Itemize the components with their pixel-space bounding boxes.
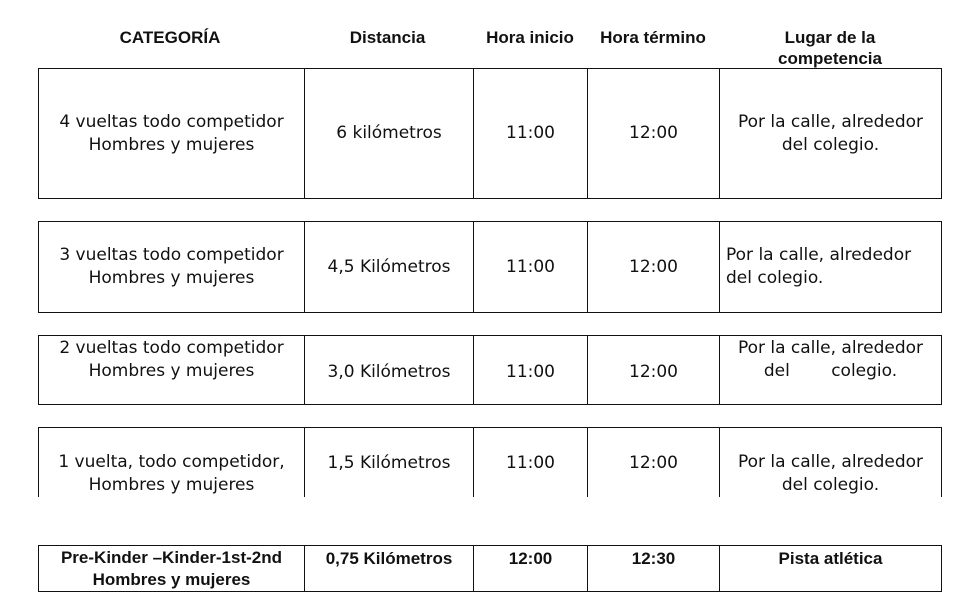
categoria-line1: 4 vueltas todo competidor (59, 111, 284, 132)
distancia-value: 1,5 Kilómetros (327, 453, 451, 473)
cell-lugar (719, 222, 941, 312)
cell-hora-inicio (473, 428, 587, 497)
categoria-line1: 1 vuelta, todo competidor, (58, 452, 285, 472)
lugar-line1: Por la calle, alrededor (737, 452, 924, 472)
lugar-line1: Por la calle, alrededor (737, 111, 924, 132)
distancia-value: 3,0 Kilómetros (327, 362, 451, 382)
hora-termino-value: 12:00 (629, 256, 678, 277)
hora-termino-value: 12:30 (631, 549, 676, 568)
categoria-line1: 2 vueltas todo competidor (59, 338, 284, 358)
cell-hora-inicio (473, 546, 587, 591)
cell-distancia (304, 428, 473, 497)
cell-hora-inicio (473, 336, 587, 404)
hora-inicio-value: 11:00 (506, 453, 555, 473)
categoria-line2: Hombres y mujeres (88, 268, 255, 288)
table-row (38, 221, 942, 313)
cell-categoria (39, 546, 304, 591)
cell-categoria (39, 336, 304, 404)
lugar-line1: Por la calle, alrededor (737, 338, 924, 358)
cell-hora-inicio (473, 222, 587, 312)
categoria-line2: Hombres y mujeres (88, 475, 255, 495)
lugar-line2: del colegio. (763, 361, 898, 381)
categoria-line2: Hombres y mujeres (88, 134, 255, 155)
cell-categoria (39, 428, 304, 497)
header-lugar-line1: Lugar de la (784, 28, 876, 47)
lugar-line1: Pista atlética (778, 549, 883, 568)
hora-inicio-value: 11:00 (506, 123, 555, 143)
hora-inicio-value: 11:00 (506, 362, 555, 382)
cell-hora-termino (587, 69, 719, 198)
table-row (38, 427, 942, 497)
distancia-value: 0,75 Kilómetros (325, 549, 453, 568)
cell-hora-inicio (473, 69, 587, 198)
categoria-line2: Hombres y mujeres (88, 361, 255, 381)
lugar-line2: del colegio. (781, 134, 880, 155)
header-lugar-line2: competencia (778, 49, 882, 68)
cell-distancia (304, 69, 473, 198)
cell-lugar (719, 546, 941, 591)
header-hora-inicio: Hora inicio (486, 28, 574, 47)
cell-distancia (304, 222, 473, 312)
cell-lugar (719, 336, 941, 404)
distancia-value: 6 kilómetros (336, 123, 442, 143)
cell-distancia (304, 336, 473, 404)
lugar-line2: del colegio. (726, 268, 824, 288)
cell-distancia (304, 546, 473, 591)
categoria-line1: Pre-Kinder –Kinder-1st-2nd (60, 547, 283, 567)
cell-hora-termino (587, 428, 719, 497)
cell-hora-termino (587, 336, 719, 404)
hora-termino-value: 12:00 (629, 123, 678, 143)
header-hora-termino: Hora término (600, 28, 706, 47)
distancia-value: 4,5 Kilómetros (327, 256, 451, 277)
hora-inicio-value: 12:00 (508, 549, 553, 568)
table-row (38, 335, 942, 405)
categoria-line2: Hombres y mujeres (92, 569, 251, 589)
cell-categoria (39, 69, 304, 198)
hora-termino-value: 12:00 (629, 362, 678, 382)
lugar-line1: Por la calle, alrededor (726, 245, 912, 265)
cell-hora-termino (587, 546, 719, 591)
header-lugar (740, 27, 920, 69)
table-row (38, 545, 942, 592)
header-categoria: CATEGORÍA (119, 28, 221, 47)
cell-lugar (719, 69, 941, 198)
cell-hora-termino (587, 222, 719, 312)
cell-lugar (719, 428, 941, 497)
cell-categoria (39, 222, 304, 312)
lugar-line2: del colegio. (781, 475, 880, 495)
header-distancia: Distancia (349, 28, 426, 47)
table-row (38, 68, 942, 199)
categoria-line1: 3 vueltas todo competidor (59, 245, 284, 265)
hora-inicio-value: 11:00 (506, 256, 555, 277)
hora-termino-value: 12:00 (629, 453, 678, 473)
